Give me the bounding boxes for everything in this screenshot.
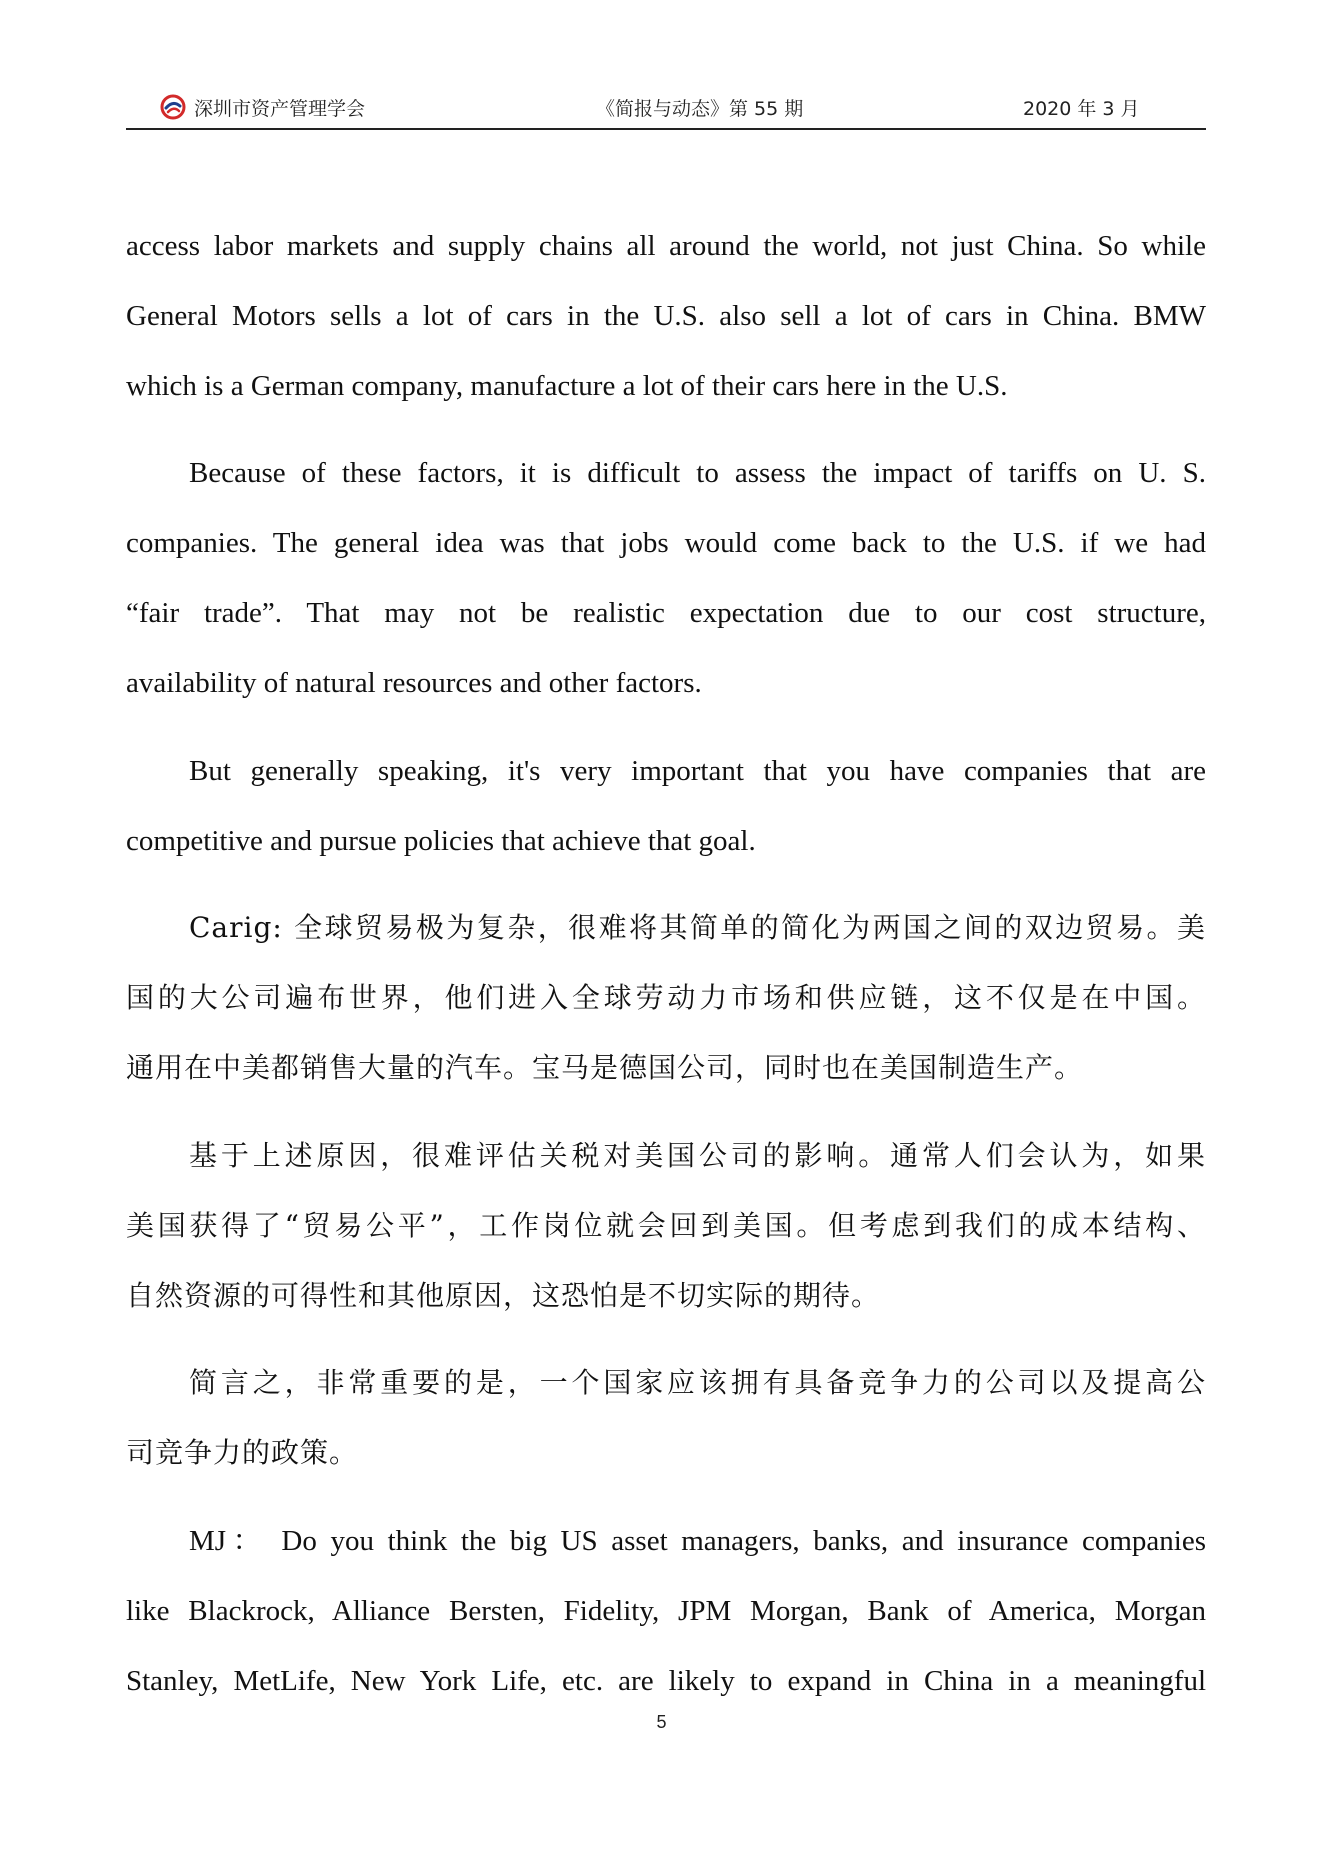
paragraph-2-line-3: “fair trade”. That may not be realistic expectation due to our cost structure, [126,597,1206,629]
swirl-logo-icon [160,94,186,120]
issue-title: 《简报与动态》第 55 期 [596,98,804,120]
issue-date: 2020 年 3 月 [1023,98,1140,120]
paragraph-4-line-1: Carig: 全球贸易极为复杂，很难将其简单的简化为两国之间的双边贸易。美 [189,911,1206,944]
paragraph-2-line-1: Because of these factors, it is difficult to assess the impact of tariffs on U. S. [189,457,1206,489]
paragraph-5-line-2: 美国获得了“贸易公平”，工作岗位就会回到美国。但考虑到我们的成本结构、 [126,1209,1206,1242]
paragraph-7-line-3: Stanley, MetLife, New York Life, etc. are likely to expand in China in a meaningful [126,1665,1206,1697]
paragraph-1-line-2: General Motors sells a lot of cars in the U.S. also sell a lot of cars in China. BMW [126,300,1206,332]
paragraph-3-line-2: competitive and pursue policies that achieve that goal. [126,825,756,857]
paragraph-5-line-3: 自然资源的可得性和其他原因，这恐怕是不切实际的期待。 [126,1279,881,1312]
paragraph-2-line-2: companies. The general idea was that jobs would come back to the U.S. if we had [126,527,1206,559]
paragraph-6-line-2: 司竞争力的政策。 [126,1436,359,1469]
paragraph-2-line-4: availability of natural resources and other factors. [126,667,702,699]
paragraph-1-line-1: access labor markets and supply chains all around the world, not just China. So while [126,230,1206,262]
paragraph-7-line-1: MJ： Do you think the big US asset managers, banks, and insurance companies [189,1525,1206,1557]
paragraph-5-line-1: 基于上述原因，很难评估关税对美国公司的影响。通常人们会认为，如果 [189,1139,1206,1172]
page-number: 5 [656,1712,667,1732]
paragraph-3-line-1: But generally speaking, it's very important that you have companies that are [189,755,1206,787]
paragraph-6-line-1: 简言之，非常重要的是，一个国家应该拥有具备竞争力的公司以及提高公 [189,1366,1206,1399]
paragraph-1-line-3: which is a German company, manufacture a lot of their cars here in the U.S. [126,370,1008,402]
paragraph-4-line-2: 国的大公司遍布世界，他们进入全球劳动力市场和供应链，这不仅是在中国。 [126,981,1206,1014]
organization-name: 深圳市资产管理学会 [194,98,366,120]
page-header [126,88,1206,130]
paragraph-4-line-3: 通用在中美都销售大量的汽车。宝马是德国公司，同时也在美国制造生产。 [126,1051,1084,1084]
paragraph-7-line-2: like Blackrock, Alliance Bersten, Fidelity, JPM Morgan, Bank of America, Morgan [126,1595,1206,1627]
